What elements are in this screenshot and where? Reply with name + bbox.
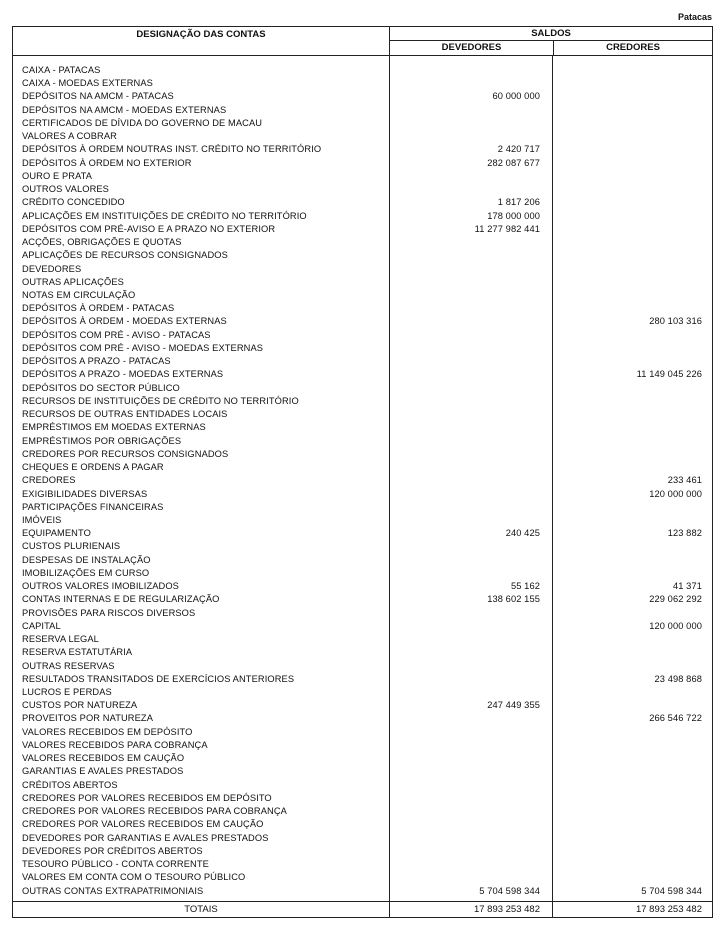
account-name: DEPÓSITOS À ORDEM - PATACAS bbox=[22, 303, 175, 314]
account-name: VALORES RECEBIDOS EM DEPÓSITO bbox=[22, 726, 193, 737]
account-name: OUTROS VALORES IMOBILIZADOS bbox=[22, 581, 179, 592]
account-name: IMOBILIZAÇÕES EM CURSO bbox=[22, 567, 150, 578]
devedores-value bbox=[390, 474, 540, 487]
credores-value bbox=[553, 726, 702, 739]
account-name: CERTIFICADOS DE DÍVIDA DO GOVERNO DE MACAU bbox=[22, 117, 263, 128]
account-name: RESULTADOS TRANSITADOS DE EXERCÍCIOS ANTERIORES bbox=[22, 673, 295, 684]
credores-value bbox=[553, 210, 702, 223]
devedores-value bbox=[390, 765, 540, 778]
credores-value: 5 704 598 344 bbox=[641, 885, 702, 896]
devedores-value bbox=[390, 289, 540, 302]
credores-value bbox=[553, 342, 702, 355]
account-name: LUCROS E PERDAS bbox=[22, 687, 112, 698]
devedores-value: 11 277 982 441 bbox=[474, 223, 540, 234]
devedores-value bbox=[390, 355, 540, 368]
credores-value bbox=[553, 858, 702, 871]
devedores-value bbox=[390, 435, 540, 448]
credores-value bbox=[553, 792, 702, 805]
account-name: DEPÓSITOS À ORDEM NO EXTERIOR bbox=[22, 157, 192, 168]
devedores-value bbox=[390, 607, 540, 620]
account-name: CREDORES POR VALORES RECEBIDOS PARA COBRANÇA bbox=[22, 806, 287, 817]
credores-value bbox=[553, 355, 702, 368]
devedores-value bbox=[390, 554, 540, 567]
account-name: OUTRAS APLICAÇÕES bbox=[22, 276, 124, 287]
account-name: CRÉDITOS ABERTOS bbox=[22, 779, 118, 790]
header-designacao: DESIGNAÇÃO DAS CONTAS bbox=[13, 27, 390, 55]
credores-value bbox=[553, 779, 702, 792]
credores-value bbox=[553, 104, 702, 117]
devedores-value bbox=[390, 620, 540, 633]
credores-value bbox=[553, 143, 702, 156]
credores-value bbox=[553, 871, 702, 884]
totals-credores: 17 893 253 482 bbox=[635, 903, 702, 915]
account-name: CAIXA - MOEDAS EXTERNAS bbox=[22, 78, 153, 89]
credores-value bbox=[553, 633, 702, 646]
devedores-value bbox=[390, 567, 540, 580]
credores-value: 11 149 045 226 bbox=[636, 369, 702, 380]
credores-value bbox=[553, 461, 702, 474]
column-devedores bbox=[390, 56, 553, 901]
devedores-value bbox=[390, 183, 540, 196]
account-name: RESERVA LEGAL bbox=[22, 634, 99, 645]
account-name: CRÉDITO CONCEDIDO bbox=[22, 197, 125, 208]
account-name: DEPÓSITOS À ORDEM - MOEDAS EXTERNAS bbox=[22, 316, 227, 327]
account-name: EXIGIBILIDADES DIVERSAS bbox=[22, 488, 148, 499]
account-name: DEPÓSITOS COM PRÉ-AVISO E A PRAZO NO EXTERIOR bbox=[22, 223, 276, 234]
account-name: DEVEDORES POR CRÉDITOS ABERTOS bbox=[22, 845, 203, 856]
devedores-value bbox=[390, 64, 540, 77]
devedores-value bbox=[390, 646, 540, 659]
devedores-value bbox=[390, 540, 540, 553]
devedores-value bbox=[390, 739, 540, 752]
devedores-value bbox=[390, 315, 540, 328]
credores-value bbox=[553, 329, 702, 342]
devedores-value bbox=[390, 77, 540, 90]
credores-value bbox=[553, 170, 702, 183]
devedores-value bbox=[390, 263, 540, 276]
credores-value bbox=[553, 64, 702, 77]
devedores-value: 60 000 000 bbox=[492, 91, 540, 102]
credores-value bbox=[553, 196, 702, 209]
account-name: EMPRÉSTIMOS EM MOEDAS EXTERNAS bbox=[22, 422, 206, 433]
devedores-value bbox=[390, 302, 540, 315]
account-name: OUTRAS CONTAS EXTRAPATRIMONIAIS bbox=[22, 885, 204, 896]
credores-value bbox=[553, 77, 702, 90]
credores-value bbox=[553, 236, 702, 249]
account-name: RECURSOS DE OUTRAS ENTIDADES LOCAIS bbox=[22, 409, 228, 420]
devedores-value bbox=[390, 329, 540, 342]
devedores-value bbox=[390, 236, 540, 249]
credores-value bbox=[553, 646, 702, 659]
account-name: APLICAÇÕES EM INSTITUIÇÕES DE CRÉDITO NO TERRITÓRIO bbox=[22, 210, 307, 221]
credores-value: 229 062 292 bbox=[649, 594, 702, 605]
devedores-value: 178 000 000 bbox=[487, 210, 540, 221]
credores-value bbox=[553, 302, 702, 315]
devedores-value bbox=[390, 501, 540, 514]
devedores-value bbox=[390, 382, 540, 395]
devedores-value bbox=[390, 461, 540, 474]
devedores-value bbox=[390, 170, 540, 183]
account-name: VALORES A COBRAR bbox=[22, 131, 117, 142]
devedores-value: 282 087 677 bbox=[487, 157, 540, 168]
credores-value bbox=[553, 408, 702, 421]
devedores-value bbox=[390, 805, 540, 818]
credores-value bbox=[553, 699, 702, 712]
credores-value: 280 103 316 bbox=[649, 316, 702, 327]
devedores-value bbox=[390, 130, 540, 143]
account-name: DEPÓSITOS DO SECTOR PÚBLICO bbox=[22, 382, 180, 393]
totals-label: TOTAIS bbox=[13, 902, 390, 917]
credores-value bbox=[553, 448, 702, 461]
devedores-value bbox=[390, 845, 540, 858]
credores-value bbox=[553, 686, 702, 699]
credores-value bbox=[553, 263, 702, 276]
account-name: DEPÓSITOS NA AMCM - PATACAS bbox=[22, 91, 174, 102]
devedores-value bbox=[390, 276, 540, 289]
credores-value bbox=[553, 567, 702, 580]
credores-value bbox=[553, 540, 702, 553]
account-name: CREDORES POR VALORES RECEBIDOS EM CAUÇÃO bbox=[22, 819, 264, 830]
account-name: ACÇÕES, OBRIGAÇÕES E QUOTAS bbox=[22, 237, 182, 248]
credores-value bbox=[553, 805, 702, 818]
account-name: DESPESAS DE INSTALAÇÃO bbox=[22, 554, 151, 565]
table-body bbox=[13, 56, 712, 902]
devedores-value bbox=[390, 117, 540, 130]
account-name: DEPÓSITOS COM PRÉ - AVISO - MOEDAS EXTERNAS bbox=[22, 342, 264, 353]
account-name: CONTAS INTERNAS E DE REGULARIZAÇÃO bbox=[22, 594, 220, 605]
account-name: VALORES EM CONTA COM O TESOURO PÚBLICO bbox=[22, 872, 246, 883]
credores-value bbox=[553, 157, 702, 170]
account-name: CAPITAL bbox=[22, 620, 61, 631]
credores-value bbox=[553, 395, 702, 408]
account-name: DEVEDORES bbox=[22, 263, 82, 274]
balance-table bbox=[12, 26, 713, 918]
devedores-value bbox=[390, 752, 540, 765]
header-saldos-group bbox=[390, 27, 712, 55]
totals-row bbox=[13, 902, 712, 917]
credores-value: 123 882 bbox=[667, 528, 702, 539]
account-name: PROVEITOS POR NATUREZA bbox=[22, 713, 153, 724]
devedores-value bbox=[390, 818, 540, 831]
devedores-value bbox=[390, 673, 540, 686]
devedores-value bbox=[390, 633, 540, 646]
credores-value: 23 498 868 bbox=[654, 673, 702, 684]
credores-value bbox=[553, 289, 702, 302]
credores-value bbox=[553, 435, 702, 448]
totals-devedores: 17 893 253 482 bbox=[390, 902, 553, 917]
header-devedores: DEVEDORES bbox=[390, 41, 554, 55]
account-name: DEPÓSITOS A PRAZO - MOEDAS EXTERNAS bbox=[22, 369, 224, 380]
credores-value bbox=[553, 421, 702, 434]
credores-value bbox=[553, 183, 702, 196]
devedores-value bbox=[390, 686, 540, 699]
account-name: CREDORES POR VALORES RECEBIDOS EM DEPÓSITO bbox=[22, 792, 272, 803]
credores-value bbox=[553, 130, 702, 143]
account-name: OUTRAS RESERVAS bbox=[22, 660, 115, 671]
column-credores bbox=[553, 56, 712, 901]
account-name: DEPÓSITOS À ORDEM NOUTRAS INST. CRÉDITO NO TERRITÓRIO bbox=[22, 144, 322, 155]
credores-value bbox=[553, 90, 702, 103]
devedores-value bbox=[390, 408, 540, 421]
table-header bbox=[13, 27, 712, 56]
devedores-value bbox=[390, 792, 540, 805]
credores-value bbox=[553, 249, 702, 262]
credores-value bbox=[553, 223, 702, 236]
devedores-value bbox=[390, 871, 540, 884]
account-name: IMÓVEIS bbox=[22, 514, 62, 525]
credores-value bbox=[553, 276, 702, 289]
devedores-value: 138 602 155 bbox=[487, 594, 540, 605]
devedores-value bbox=[390, 395, 540, 408]
credores-value bbox=[553, 554, 702, 567]
devedores-value bbox=[390, 514, 540, 527]
header-credores: CREDORES bbox=[606, 42, 660, 53]
account-name: TESOURO PÚBLICO - CONTA CORRENTE bbox=[22, 859, 209, 870]
devedores-value bbox=[390, 448, 540, 461]
account-name: OUTROS VALORES bbox=[22, 184, 109, 195]
devedores-value bbox=[390, 488, 540, 501]
account-name: EMPRÉSTIMOS POR OBRIGAÇÕES bbox=[22, 435, 182, 446]
account-name: VALORES RECEBIDOS PARA COBRANÇA bbox=[22, 739, 208, 750]
credores-value: 233 461 bbox=[667, 475, 702, 486]
credores-value bbox=[553, 845, 702, 858]
credores-value bbox=[553, 752, 702, 765]
devedores-value bbox=[390, 421, 540, 434]
currency-unit: Patacas bbox=[677, 12, 712, 22]
devedores-value: 2 420 717 bbox=[497, 144, 540, 155]
account-name: DEPÓSITOS COM PRÉ - AVISO - PATACAS bbox=[22, 329, 211, 340]
account-name: NOTAS EM CIRCULAÇÃO bbox=[22, 289, 136, 300]
account-name: RESERVA ESTATUTÁRIA bbox=[22, 647, 133, 658]
account-name: CAIXA - PATACAS bbox=[22, 65, 101, 75]
devedores-value bbox=[390, 368, 540, 381]
devedores-value bbox=[390, 779, 540, 792]
credores-value bbox=[553, 739, 702, 752]
credores-value: 266 546 722 bbox=[649, 713, 702, 724]
account-name: DEVEDORES POR GARANTIAS E AVALES PRESTADOS bbox=[22, 832, 269, 843]
credores-value: 41 371 bbox=[672, 581, 702, 592]
credores-value bbox=[553, 660, 702, 673]
devedores-value: 1 817 206 bbox=[497, 197, 540, 208]
credores-value bbox=[553, 607, 702, 620]
account-name: CUSTOS POR NATUREZA bbox=[22, 700, 138, 711]
devedores-value bbox=[390, 104, 540, 117]
header-saldos: SALDOS bbox=[390, 27, 712, 41]
credores-value: 120 000 000 bbox=[649, 620, 702, 631]
account-name: DEPÓSITOS NA AMCM - MOEDAS EXTERNAS bbox=[22, 104, 227, 115]
account-name: OURO E PRATA bbox=[22, 170, 93, 181]
credores-value bbox=[553, 514, 702, 527]
account-name: PROVISÕES PARA RISCOS DIVERSOS bbox=[22, 607, 196, 618]
devedores-value bbox=[390, 249, 540, 262]
devedores-value: 55 162 bbox=[510, 581, 540, 592]
account-name: VALORES RECEBIDOS EM CAUÇÃO bbox=[22, 753, 185, 764]
credores-value bbox=[553, 765, 702, 778]
column-designacao bbox=[13, 56, 390, 901]
account-name: EQUIPAMENTO bbox=[22, 528, 91, 539]
credores-value bbox=[553, 501, 702, 514]
credores-value bbox=[553, 117, 702, 130]
devedores-value: 240 425 bbox=[505, 528, 540, 539]
account-name: GARANTIAS E AVALES PRESTADOS bbox=[22, 766, 184, 777]
devedores-value bbox=[390, 660, 540, 673]
account-name: CHEQUES E ORDENS A PAGAR bbox=[22, 462, 164, 473]
devedores-value bbox=[390, 342, 540, 355]
credores-value bbox=[553, 382, 702, 395]
devedores-value bbox=[390, 726, 540, 739]
devedores-value bbox=[390, 712, 540, 725]
credores-value bbox=[553, 832, 702, 845]
account-name: CREDORES POR RECURSOS CONSIGNADOS bbox=[22, 448, 229, 459]
devedores-value: 247 449 355 bbox=[487, 700, 540, 711]
devedores-value bbox=[390, 858, 540, 871]
account-name: APLICAÇÕES DE RECURSOS CONSIGNADOS bbox=[22, 250, 228, 261]
devedores-value: 5 704 598 344 bbox=[479, 885, 540, 896]
account-name: RECURSOS DE INSTITUIÇÕES DE CRÉDITO NO TERRITÓRIO bbox=[22, 395, 299, 406]
account-name: CUSTOS PLURIENAIS bbox=[22, 541, 121, 552]
credores-value bbox=[553, 818, 702, 831]
account-name: PARTICIPAÇÕES FINANCEIRAS bbox=[22, 501, 164, 512]
devedores-value bbox=[390, 832, 540, 845]
credores-value: 120 000 000 bbox=[649, 488, 702, 499]
account-name: DEPÓSITOS A PRAZO - PATACAS bbox=[22, 356, 171, 367]
account-name: CREDORES bbox=[22, 475, 76, 486]
